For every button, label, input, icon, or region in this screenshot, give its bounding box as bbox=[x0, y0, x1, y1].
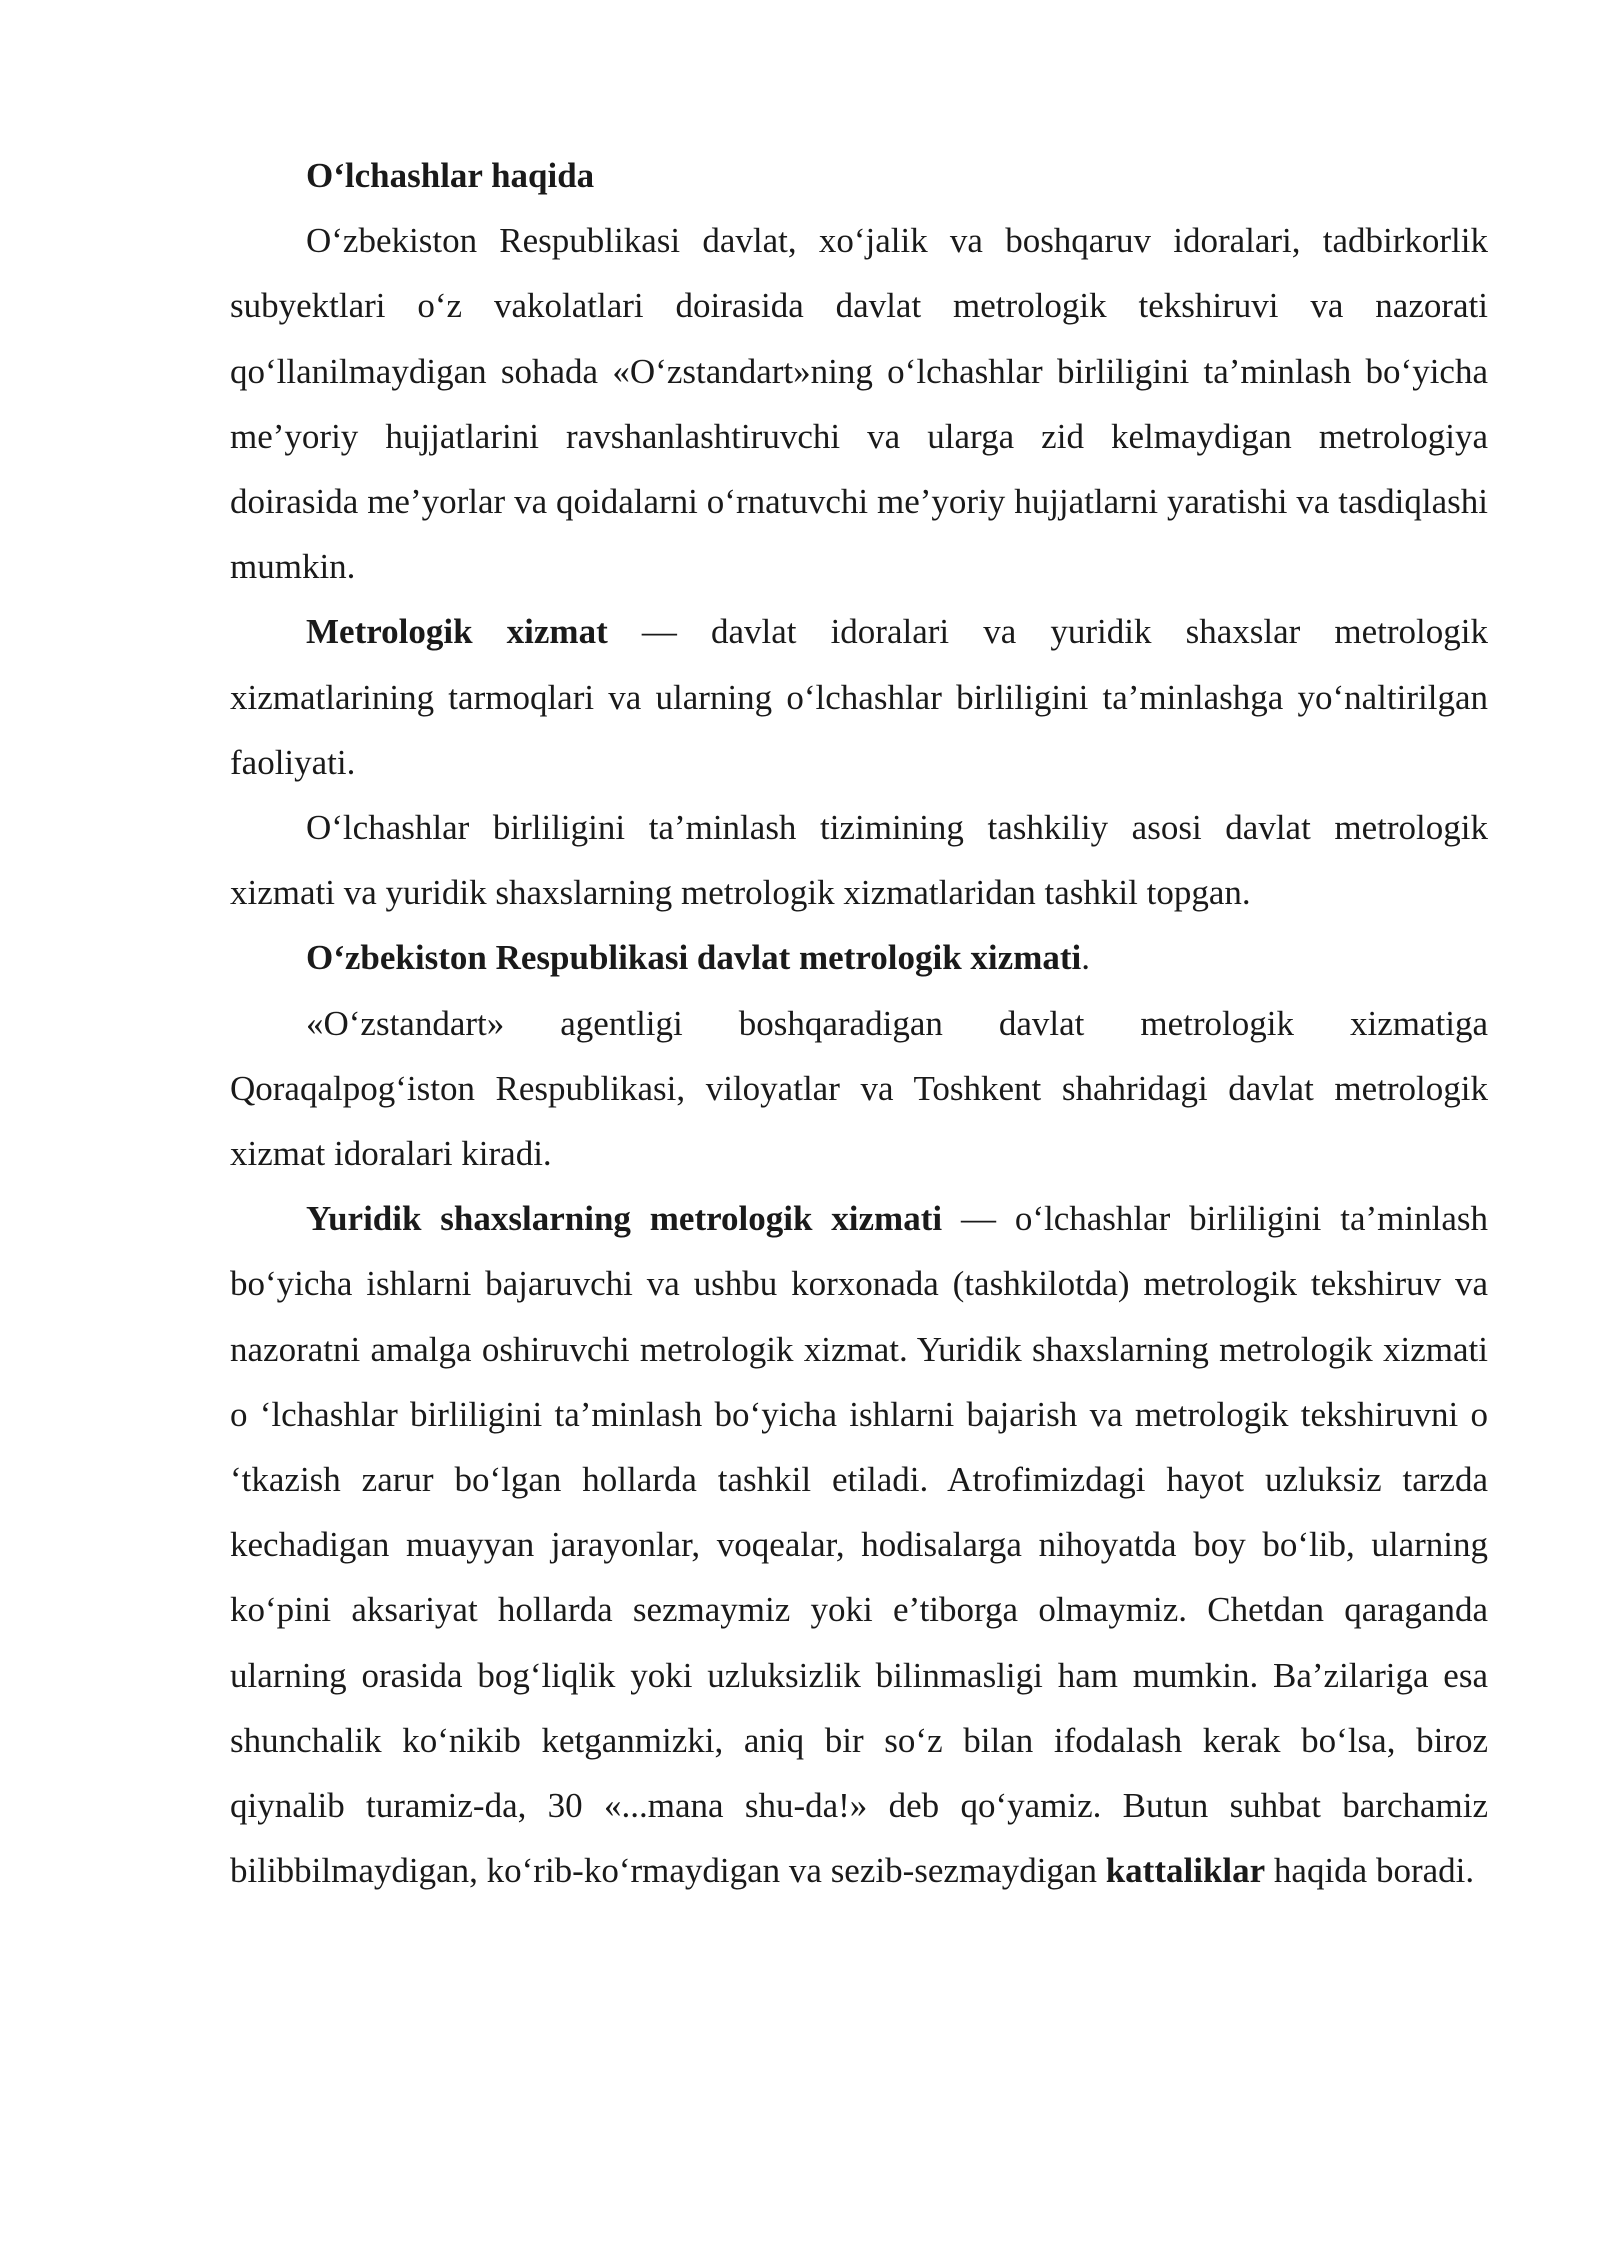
document-body bbox=[230, 143, 1488, 1903]
paragraph-metrologik-xizmat bbox=[230, 599, 1488, 795]
term-davlat-metrologik-xizmati: O‘zbekiston Respublikasi davlat metrologik xizmati bbox=[306, 938, 1082, 978]
section-heading-paragraph bbox=[230, 143, 1488, 208]
paragraph-intro-text: O‘zbekiston Respublikasi davlat, xo‘jalik va boshqaruv idoralari, tadbirkorlik subyektlari o‘z vakolatlari doirasida davlat metrologik tekshiruvi va nazorati qo‘llanilmaydigan sohada «O‘zstandart»ning o‘lchashlar birliligini ta’minlash bo‘yicha me’yoriy hujjatlarini ravshanlashtiruvchi va ularga zid kelmaydigan metrologiya doirasida me’yorlar va qoidalarni o‘rnatuvchi me’yoriy hujjatlarni yaratishi va tasdiqlashi mumkin. bbox=[230, 221, 1488, 587]
paragraph-tashkiliy-asos-text: O‘lchashlar birliligini ta’minlash tizimining tashkiliy asosi davlat metrologik xizmati va yuridik shaxslarning metrologik xizmatlaridan tashkil topgan. bbox=[230, 808, 1488, 913]
paragraph-ozstandart-text: «O‘zstandart» agentligi boshqaradigan davlat metrologik xizmatiga Qoraqalpog‘iston Respublikasi, viloyatlar va Toshkent shahridagi davlat metrologik xizmat idoralari kiradi. bbox=[230, 1003, 1488, 1174]
paragraph-yuridik-shaxslar bbox=[230, 1186, 1488, 1903]
section-heading: O‘lchashlar haqida bbox=[306, 156, 595, 195]
paragraph-tashkiliy-asos bbox=[230, 795, 1488, 925]
paragraph-intro bbox=[230, 208, 1488, 599]
definition-metrologik-xizmat: — davlat idoralari va yuridik shaxslar metrologik xizmatlarining tarmoqlari va ularning o‘lchashlar birliligini ta’minlashga yo‘naltirilgan faoliyati. bbox=[230, 612, 1488, 782]
term-davlat-metrologik-xizmati-period: . bbox=[1081, 938, 1090, 978]
paragraph-ozstandart bbox=[230, 991, 1488, 1187]
term-metrologik-xizmat: Metrologik xizmat bbox=[306, 612, 608, 652]
paragraph-davlat-xizmati-heading bbox=[230, 925, 1488, 990]
term-yuridik-shaxslar-xizmati: Yuridik shaxslarning metrologik xizmati bbox=[306, 1199, 943, 1239]
definition-yuridik-shaxslar-xizmati: — o‘lchashlar birliligini ta’minlash bo‘yicha ishlarni bajaruvchi va ushbu korxonada (tashkilotda) metrologik tekshiruv va nazoratni amalga oshiruvchi metrologik xizmat. Yuridik shaxslarning metrologik xizmati o ‘lchashlar birliligini ta’minlash bo‘yicha ishlarni bajarish va metrologik tekshiruvni o ‘tkazish zarur bo‘lgan hollarda tashkil etiladi. Atrofimizdagi hayot uzluksiz tarzda kechadigan muayyan jarayonlar, voqealar, hodisalarga nihoyatda boy bo‘lib, ularning ko‘pini aksariyat hollarda sezmaymiz yoki e’tiborga olmaymiz. Chetdan qaraganda ularning orasida bog‘liqlik yoki uzluksizlik bilinmasligi ham mumkin. Ba’zilariga esa shunchalik ko‘nikib ketganmizki, aniq bir so‘z bilan ifodalash kerak bo‘lsa, biroz qiynalib turamiz-da, 30 «...mana shu-da!» deb qo‘yamiz. Butun suhbat barchamiz bilibbilmaydigan, ko‘rib-ko‘rmaydigan va sezib-sezmaydigan bbox=[230, 1199, 1488, 1891]
term-kattaliklar: kattaliklar bbox=[1105, 1851, 1266, 1891]
paragraph-yuridik-shaxslar-tail: haqida boradi. bbox=[1265, 1851, 1475, 1891]
